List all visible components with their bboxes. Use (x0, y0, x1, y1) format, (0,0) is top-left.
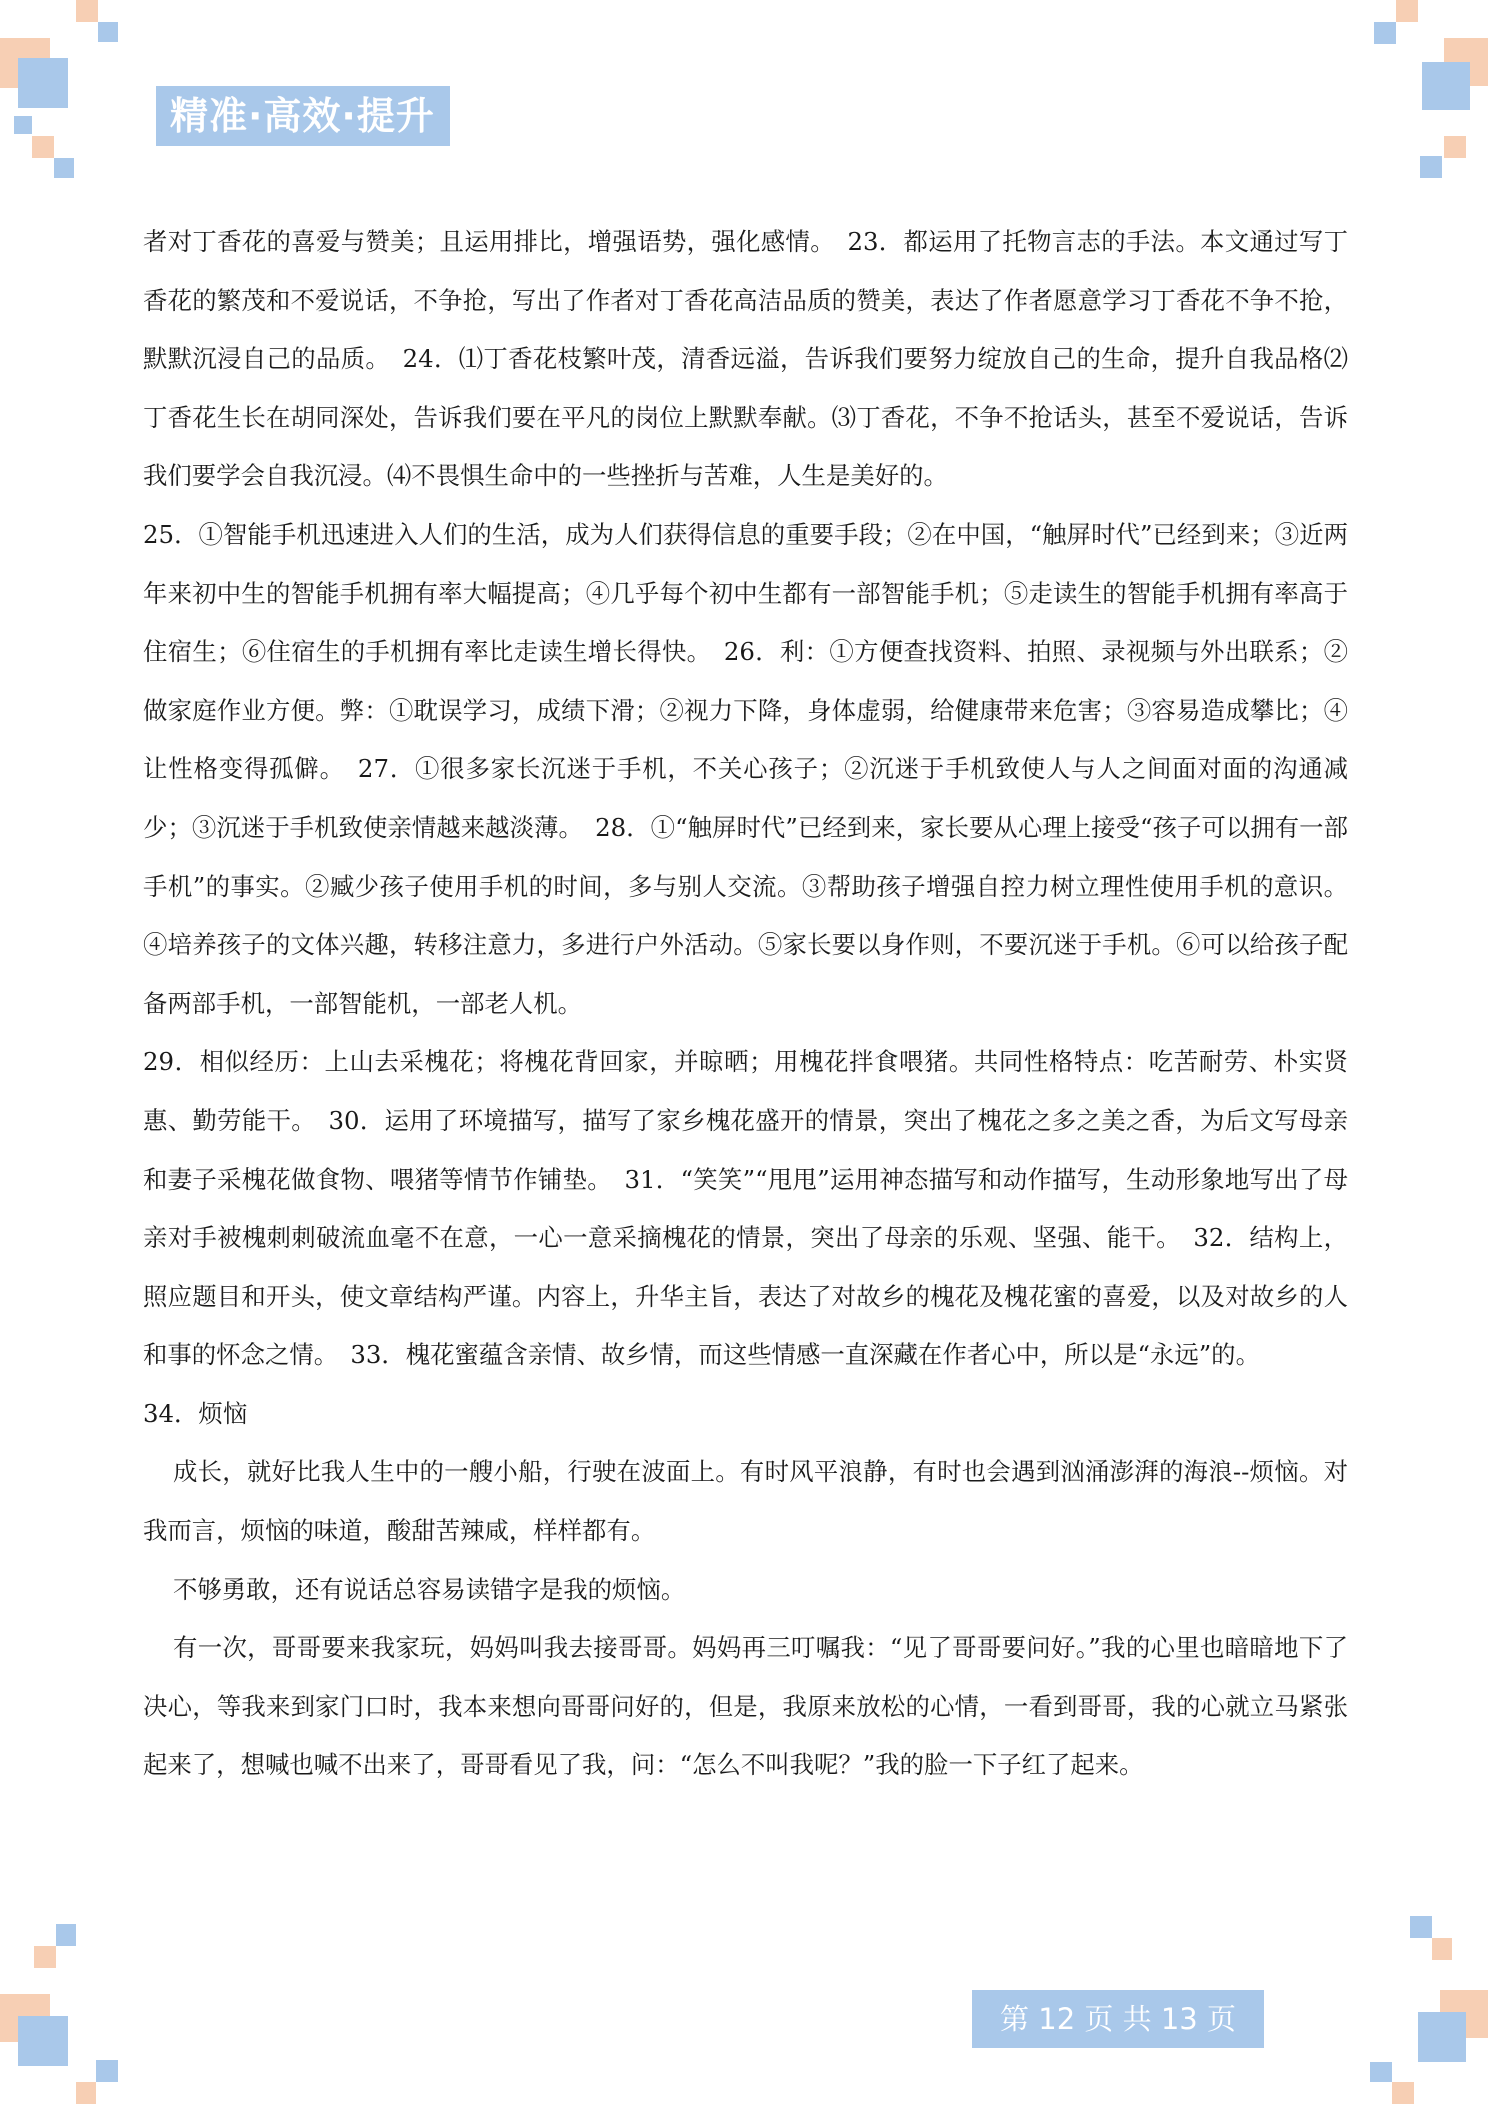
corner-square-decoration (14, 116, 32, 134)
corner-square-decoration (54, 158, 74, 178)
corner-square-decoration (1420, 156, 1442, 178)
corner-square-decoration (76, 0, 98, 22)
essay-paragraph: 有一次，哥哥要来我家玩，妈妈叫我去接哥哥。妈妈再三叮嘱我：“见了哥哥要问好。”我的心里也暗暗地下了决心，等我来到家门口时，我本来想向哥哥问好的，但是，我原来放松的心情，一看到哥哥，我的心就立马紧张起来了，想喊也喊不出来了，哥哥看见了我，问：“怎么不叫我呢？”我的脸一下子红了起来。 (143, 1633, 1348, 1780)
corner-square-decoration (1444, 136, 1466, 158)
corner-square-decoration (1374, 22, 1396, 44)
corner-square-decoration (76, 2082, 96, 2104)
essay-paragraph: 不够勇敢，还有说话总容易读错字是我的烦恼。 (173, 1574, 686, 1604)
answer-paragraph: 25．①智能手机迅速进入人们的生活，成为人们获得信息的重要手段；②在中国，“触屏时代”已经到来；③近两年来初中生的智能手机拥有率大幅提高；④几乎每个初中生都有一部智能手机；⑤走读生的智能手机拥有率高于住宿生；⑥住宿生的手机拥有率比走读生增长得快。 26．利：①方便查找资料、拍照、录视频与外出联系；②做家庭作业方便。弊：①耽误学习，成绩下滑；②视力下降，身体虚弱，给健康带来危害；③容易造成攀比；④让性格变得孤僻。 27．①很多家长沉迷于手机，不关心孩子；②沉迷于手机致使人与人之间面对面的沟通减少；③沉迷于手机致使亲情越来越淡薄。 28．①“触屏时代”已经到来，家长要从心理上接受“孩子可以拥有一部手机”的事实。②臧少孩子使用手机的时间，多与别人交流。③帮助孩子增强自控力树立理性使用手机的意识。④培养孩子的文体兴趣，转移注意力，多进行户外活动。⑤家长要以身作则，不要沉迷于手机。⑥可以给孩子配备两部手机，一部智能机，一部老人机。 (143, 519, 1348, 1018)
corner-square-decoration (1422, 62, 1470, 110)
document-body (143, 213, 1348, 1795)
corner-square-decoration (1410, 1916, 1432, 1938)
corner-square-decoration (18, 2016, 68, 2066)
page-number: 第 12 页 共 13 页 (972, 1990, 1264, 2048)
corner-square-decoration (56, 1924, 76, 1946)
answer-paragraph: 者对丁香花的喜爱与赞美；且运用排比，增强语势，强化感情。 23．都运用了托物言志的手法。本文通过写丁香花的繁茂和不爱说话，不争抢，写出了作者对丁香花高洁品质的赞美，表达了作者愿意学习丁香花不争不抢，默默沉浸自己的品质。 24．⑴丁香花枝繁叶茂，清香远溢，告诉我们要努力绽放自己的生命，提升自我品格⑵丁香花生长在胡同深处，告诉我们要在平凡的岗位上默默奉献。⑶丁香花，不争不抢话头，甚至不爱说话，告诉我们要学会自我沉浸。⑷不畏惧生命中的一些挫折与苦难，人生是美好的。 (143, 227, 1348, 491)
corner-square-decoration (18, 58, 68, 108)
corner-square-decoration (32, 136, 54, 158)
corner-square-decoration (96, 2060, 118, 2082)
corner-square-decoration (98, 22, 118, 42)
corner-square-decoration (1432, 1938, 1452, 1960)
corner-square-decoration (34, 1946, 56, 1968)
corner-square-decoration (1392, 2082, 1414, 2104)
corner-square-decoration (1418, 2012, 1466, 2062)
corner-square-decoration (1396, 0, 1418, 22)
essay-title: 34．烦恼 (143, 1398, 248, 1428)
essay-paragraph: 成长，就好比我人生中的一艘小船，行驶在波面上。有时风平浪静，有时也会遇到汹涌澎湃的海浪--烦恼。对我而言，烦恼的味道，酸甜苦辣咸，样样都有。 (143, 1457, 1348, 1546)
answer-paragraph: 29．相似经历：上山去采槐花；将槐花背回家，并晾晒；用槐花拌食喂猪。共同性格特点：吃苦耐劳、朴实贤惠、勤劳能干。 30．运用了环境描写，描写了家乡槐花盛开的情景，突出了槐花之多之美之香，为后文写母亲和妻子采槐花做食物、喂猪等情节作铺垫。 31．“笑笑”“甩甩”运用神态描写和动作描写，生动形象地写出了母亲对手被槐刺刺破流血毫不在意，一心一意采摘槐花的情景，突出了母亲的乐观、坚强、能干。 32．结构上，照应题目和开头，使文章结构严谨。内容上，升华主旨，表达了对故乡的槐花及槐花蜜的喜爱，以及对故乡的人和事的怀念之情。 33．槐花蜜蕴含亲情、故乡情，而这些情感一直深藏在作者心中，所以是“永远”的。 (143, 1047, 1348, 1370)
corner-square-decoration (1370, 2062, 1392, 2082)
header-banner: 精准·高效·提升 (156, 86, 450, 146)
